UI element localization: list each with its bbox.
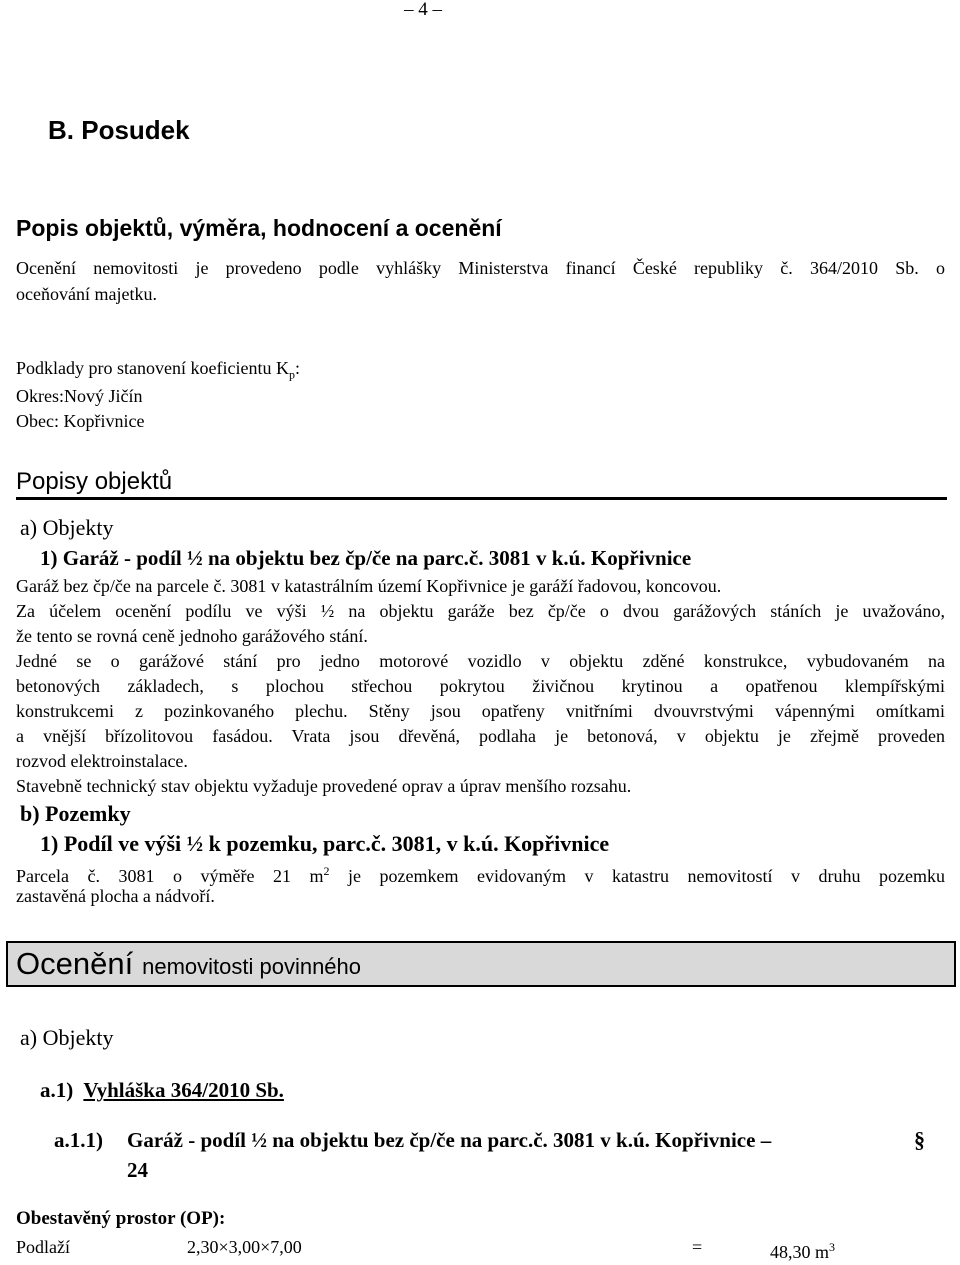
popisy-rule [16,497,947,500]
podlazi-eq: = [692,1237,703,1257]
intro-paragraph [16,256,945,281]
popisy-heading: Popisy objektů [16,468,173,495]
pozemky-heading: b) Pozemky [20,801,131,826]
obec-label: Obec: [16,411,59,431]
desc-para-3-l2 [16,674,945,699]
parcela-text-b: je pozemkem evidovaným v katastru nemovitostí v druhu pozemku [329,866,945,886]
a1-row [40,1076,284,1104]
desc-para-3-line-1: Jedné se o garážové stání pro jedno motorové vozidlo v objektu zděné konstrukce, vybudovaném na [16,651,945,671]
op-heading: Obestavěný prostor (OP): [16,1208,226,1229]
section-title: B. Posudek [48,115,190,145]
desc-para-3-line-2: betonových základech, s plochou střechou pokrytou živičnou krytinou a opatřenou klempířskými [16,676,945,696]
section-sign: § [914,1127,925,1152]
a11-label: a.1.1) [54,1128,103,1152]
desc-para-3-line-4: a vnější břízolitovou fasádou. Vrata jsou dřevěná, podlaha je betonová, v objektu je zřejmě proveden [16,726,945,746]
okres-value: Nový Jičín [64,386,143,406]
pozemek-item-title: 1) Podíl ve výši ½ k pozemku, parc.č. 3081, v k.ú. Kopřivnice [40,831,610,856]
obec-value: Kopřivnice [63,411,145,431]
garaz-item-title: 1) Garáž - podíl ½ na objektu bez čp/če na parc.č. 3081 v k.ú. Kopřivnice [40,546,692,570]
podlazi-result-sup: 3 [829,1240,836,1254]
podklady-sub: p [288,367,295,382]
podlazi-result-value: 48,30 m [770,1242,830,1262]
podlazi-label: Podlaží [16,1237,70,1257]
a1-title: Vyhláška 364/2010 Sb. [83,1078,284,1102]
okres-label: Okres: [16,386,64,406]
desc-para-3-l4 [16,724,945,749]
obec-row [16,409,144,434]
page-number: – 4 – [404,0,442,20]
oceneni-big: Ocenění [16,946,134,981]
parcela-text-a: Parcela č. 3081 o výměře 21 m [16,866,324,886]
objekty-heading-2: a) Objekty [20,1025,114,1050]
a1-label: a.1) [40,1078,74,1102]
desc-line-1: Garáž bez čp/če na parcele č. 3081 v katastrálním území Kopřivnice je garáží řadovou, koncovou. [16,576,722,596]
heading-popis: Popis objektů, výměra, hodnocení a ocenění [16,215,502,241]
parcela-line-2: zastavěná plocha a nádvoří. [16,886,215,906]
oceneni-banner-text [16,945,361,989]
a11-title-line-2: 24 [127,1158,148,1182]
desc-para-3-line-3: konstrukcemi z pozinkovaného plechu. Stěny jsou opatřeny vnitřními dvouvrstvými vápennými omítkami [16,701,945,721]
desc-para-2-line-1: Za účelem ocenění podílu ve výši ½ na objektu garáže bez čp/če o dvou garážových stáních je uvažováno, [16,601,945,621]
desc-para-3-l3 [16,699,945,724]
oceneni-small: nemovitosti povinného [142,954,362,979]
a11-title-line-1: Garáž - podíl ½ na objektu bez čp/če na parc.č. 3081 v k.ú. Kopřivnice – [127,1128,772,1152]
intro-paragraph-line-2: oceňování majetku. [16,284,157,304]
intro-line-1: Ocenění nemovitosti je provedeno podle vyhlášky Ministerstva financí České republiky č. 364/2010 Sb. o [16,258,945,278]
podklady-heading [16,356,300,388]
podklady-label: Podklady pro stanovení koeficientu K [16,358,289,378]
desc-para-4: Stavebně technický stav objektu vyžaduje provedené oprav a úprav menšího rozsahu. [16,776,632,796]
desc-para-2-end: že tento se rovná ceně jednoho garážového stání. [16,626,368,646]
podlazi-formula: 2,30×3,00×7,00 [187,1237,302,1257]
parcela-sup: 2 [323,864,330,878]
desc-para-3-l5: rozvod elektroinstalace. [16,751,188,771]
objekty-heading: a) Objekty [20,515,114,540]
desc-para-3-l1 [16,649,945,674]
desc-para-2 [16,599,945,624]
okres-row [16,384,143,409]
podklady-colon: : [294,358,300,378]
